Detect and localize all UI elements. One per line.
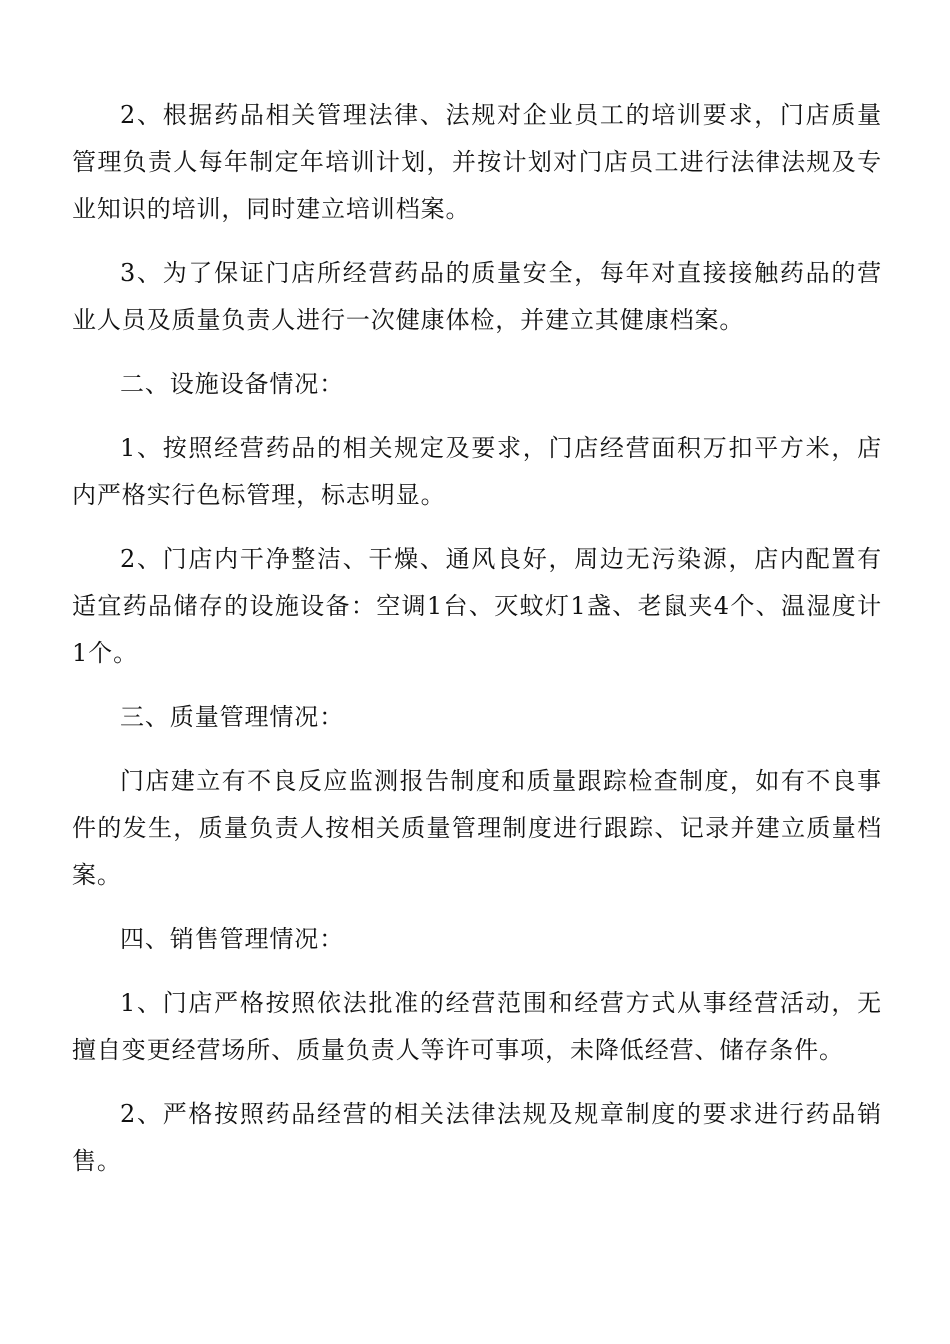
paragraph-quality-system: 门店建立有不良反应监测报告制度和质量跟踪检查制度，如有不良事件的发生，质量负责人按相关质量管理制度进行跟踪、记录并建立质量档案。 bbox=[72, 767, 882, 889]
paragraph-health-check: 3、为了保证门店所经营药品的质量安全，每年对直接接触药品的营业人员及质量负责人进行一次健康体检，并建立其健康档案。 bbox=[72, 259, 882, 334]
paragraph-sales-compliance: 2、严格按照药品经营的相关法律法规及规章制度的要求进行药品销售。 bbox=[72, 1100, 882, 1175]
section-heading-quality: 三、质量管理情况： bbox=[120, 703, 345, 731]
paragraph-sales-scope: 1、门店严格按照依法批准的经营范围和经营方式从事经营活动，无擅自变更经营场所、质量负责人等许可事项，未降低经营、储存条件。 bbox=[72, 989, 882, 1064]
document-page bbox=[72, 92, 882, 1202]
paragraph-store-area: 1、按照经营药品的相关规定及要求，门店经营面积万扣平方米，店内严格实行色标管理，标志明显。 bbox=[72, 434, 882, 509]
paragraph-equipment: 2、门店内干净整洁、干燥、通风良好，周边无污染源，店内配置有适宜药品储存的设施设备：空调1台、灭蚊灯1盏、老鼠夹4个、温湿度计1个。 bbox=[72, 545, 882, 667]
section-heading-facilities: 二、设施设备情况： bbox=[120, 370, 345, 398]
paragraph-training: 2、根据药品相关管理法律、法规对企业员工的培训要求，门店质量管理负责人每年制定年培训计划，并按计划对门店员工进行法律法规及专业知识的培训，同时建立培训档案。 bbox=[72, 101, 882, 223]
section-heading-sales: 四、销售管理情况： bbox=[120, 925, 345, 953]
